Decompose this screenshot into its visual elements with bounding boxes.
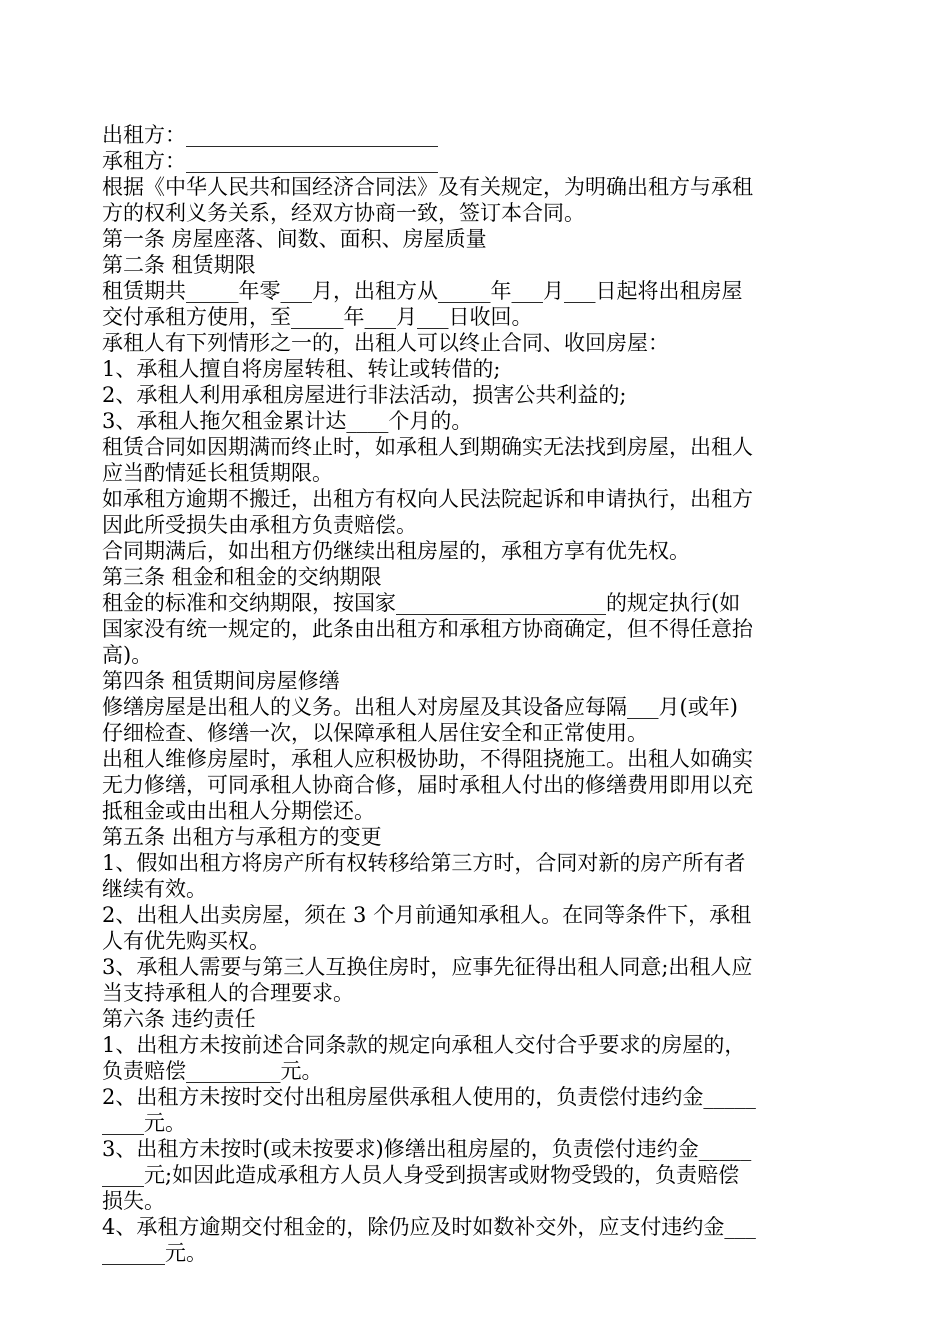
lessee-line: 承租方：________________________ (102, 149, 438, 173)
list-item: ____元;如因此造成承租方人员人身受到损害或财物受毁的，负责赔偿 (102, 1163, 740, 1187)
list-item: 4、承租方逾期交付租金的，除仍应及时如数补交外，应支付违约金___ (102, 1215, 756, 1239)
list-item: 损失。 (102, 1189, 165, 1213)
list-item: 当支持承租人的合理要求。 (102, 981, 354, 1005)
text-line: 高)。 (102, 643, 153, 667)
text-line: 修缮房屋是出租人的义务。出租人对房屋及其设备应每隔___月(或年) (102, 695, 738, 719)
list-item: 人有优先购买权。 (102, 929, 270, 953)
list-item: 2、出租方未按时交付出租房屋供承租人使用的，负责偿付违约金_____ (102, 1085, 756, 1109)
list-item: 1、假如出租方将房产所有权转移给第三方时，合同对新的房产所有者 (102, 851, 746, 875)
contract-document (102, 122, 854, 1266)
text-line: 抵租金或由出租人分期偿还。 (102, 799, 375, 823)
text-line: 租赁期共_____年零___月，出租方从_____年___月___日起将出租房屋 (102, 279, 743, 303)
text-line: 应当酌情延长租赁期限。 (102, 461, 333, 485)
list-item: 3、承租人拖欠租金累计达____个月的。 (102, 409, 473, 433)
lessor-line: 出租方：________________________ (102, 123, 438, 147)
text-line: 因此所受损失由承租方负责赔偿。 (102, 513, 417, 537)
list-item: 3、出租方未按时(或未按要求)修缮出租房屋的，负责偿付违约金_____ (102, 1137, 752, 1161)
text-line: 如承租方逾期不搬迁，出租方有权向人民法院起诉和申请执行，出租方 (102, 487, 753, 511)
article-1-heading: 第一条 房屋座落、间数、面积、房屋质量 (102, 227, 487, 251)
list-item: 2、承租人利用承租房屋进行非法活动，损害公共利益的; (102, 383, 627, 407)
text-line: 出租人维修房屋时，承租人应积极协助，不得阻挠施工。出租人如确实 (102, 747, 753, 771)
list-item: 负责赔偿_________元。 (102, 1059, 323, 1083)
list-item: ____元。 (102, 1111, 186, 1135)
text-line: 仔细检查、修缮一次，以保障承租人居住安全和正常使用。 (102, 721, 648, 745)
text-line: 合同期满后，如出租方仍继续出租房屋的，承租方享有优先权。 (102, 539, 690, 563)
list-item: ______元。 (102, 1241, 207, 1265)
list-item: 2、出租人出卖房屋，须在 3 个月前通知承租人。在同等条件下，承租 (102, 903, 752, 927)
article-5-heading: 第五条 出租方与承租方的变更 (102, 825, 382, 849)
list-item: 1、出租方未按前述合同条款的规定向承租人交付合乎要求的房屋的， (102, 1033, 746, 1057)
text-line: 交付承租方使用，至_____年___月___日收回。 (102, 305, 533, 329)
text-line: 承租人有下列情形之一的，出租人可以终止合同、收回房屋： (102, 331, 669, 355)
list-item: 1、承租人擅自将房屋转租、转让或转借的; (102, 357, 501, 381)
list-item: 继续有效。 (102, 877, 207, 901)
article-2-heading: 第二条 租赁期限 (102, 253, 256, 277)
text-line: 无力修缮，可同承租人协商合修，届时承租人付出的修缮费用即用以充 (102, 773, 753, 797)
text-line: 租赁合同如因期满而终止时，如承租人到期确实无法找到房屋，出租人 (102, 435, 753, 459)
preamble-line-2: 方的权利义务关系，经双方协商一致，签订本合同。 (102, 201, 585, 225)
article-6-heading: 第六条 违约责任 (102, 1007, 256, 1031)
article-4-heading: 第四条 租赁期间房屋修缮 (102, 669, 340, 693)
preamble-line-1: 根据《中华人民共和国经济合同法》及有关规定，为明确出租方与承租 (102, 175, 753, 199)
article-3-heading: 第三条 租金和租金的交纳期限 (102, 565, 382, 589)
text-line: 租金的标准和交纳期限，按国家____________________的规定执行(如 (102, 591, 741, 615)
text-line: 国家没有统一规定的，此条由出租方和承租方协商确定，但不得任意抬 (102, 617, 753, 641)
list-item: 3、承租人需要与第三人互换住房时，应事先征得出租人同意;出租人应 (102, 955, 753, 979)
